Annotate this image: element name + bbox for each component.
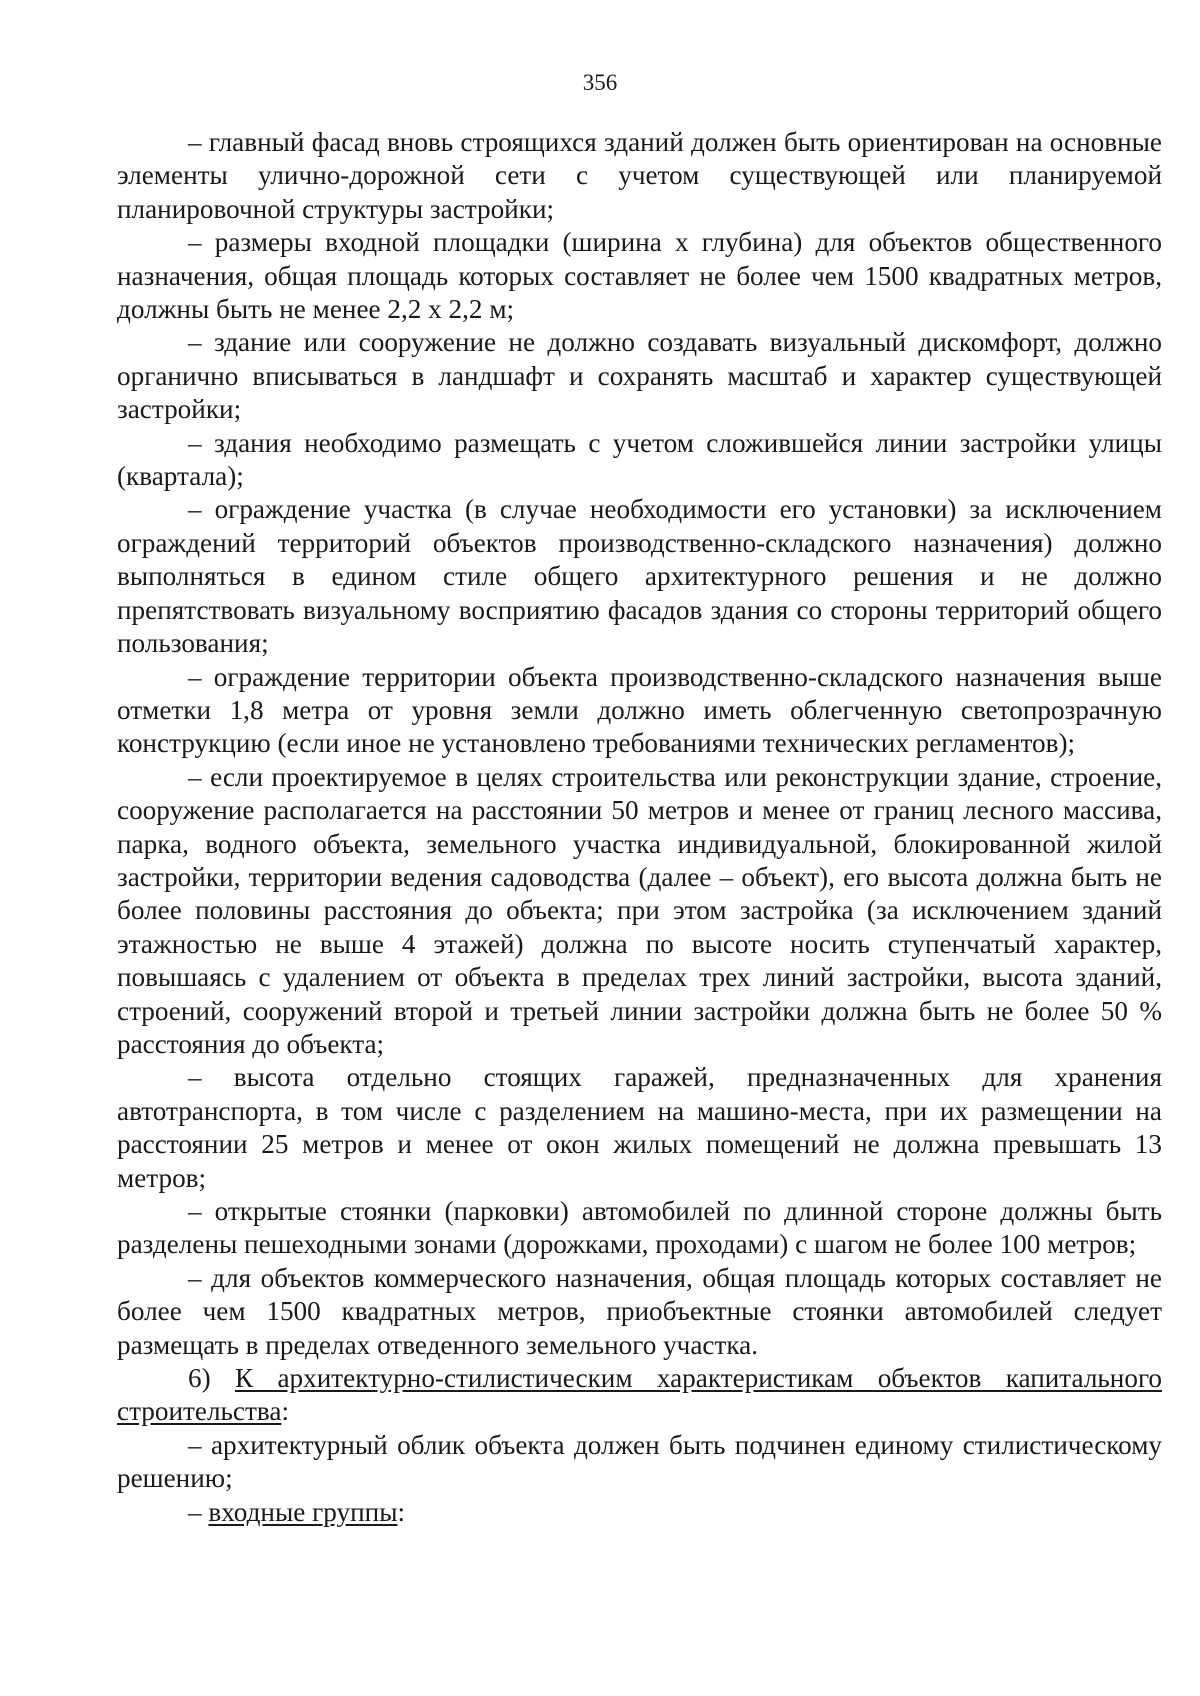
paragraph-visual-comfort: – здание или сооружение не должно создавать визуальный дискомфорт, должно органично вписываться в ландшафт и сохранять масштаб и характер существующей застройки; — [117, 327, 1162, 425]
paragraph-garage-height: – высота отдельно стоящих гаражей, предназначенных для хранения автотранспорта, в том числе с разделением на машино-места, при их размещении на расстоянии 25 метров и менее от окон жилых помещений не должна превышать 13 метров; — [117, 1062, 1162, 1193]
paragraph-site-fencing: – ограждение участка (в случае необходимости его установки) за исключением ограждений территорий объектов производственно-складского назначения) должно выполняться в едином стиле общего архитектурного решения и не должно препятствовать визуальному восприятию фасадов здания со стороны территорий общего пользования; — [117, 494, 1162, 659]
page-number: 356 — [582, 70, 618, 95]
entrance-groups-heading — [117, 1496, 1162, 1529]
paragraph-building-height: – если проектируемое в целях строительства или реконструкции здание, строение, сооружение располагается на расстоянии 50 метров и менее от границ лесного массива, парка, водного объекта, земельного участка индивидуальной, блокированной жилой застройки, территории ведения садоводства (далее – объект), его высота должна быть не более половины расстояния до объекта; при этом застройка (за исключением зданий этажностью не выше 4 этажей) должна по высоте носить ступенчатый характер, повышаясь с удалением от объекта в пределах трех линий застройки, высота зданий, строений, сооружений второй и третьей линии застройки должна быть не более 50 % расстояния до объекта; — [117, 761, 1162, 1059]
paragraph-industrial-fencing: – ограждение территории объекта производственно-складского назначения выше отметки 1,8 метра от уровня земли должно иметь облегченную светопрозрачную конструкцию (если иное не установлено требованиями технических регламентов); — [117, 661, 1162, 759]
paragraph-architectural-style: – архитектурный облик объекта должен быть подчинен единому стилистическому решению; — [117, 1429, 1162, 1494]
entrance-groups-dash: – — [188, 1496, 209, 1527]
section-6-colon: : — [281, 1396, 289, 1427]
paragraph-facade-orientation: – главный фасад вновь строящихся зданий должен быть ориентирован на основные элементы улично-дорожной сети с учетом существующей или планируемой планировочной структуры застройки; — [117, 127, 1162, 224]
section-6-heading — [117, 1362, 1162, 1429]
paragraph-parking-division: – открытые стоянки (парковки) автомобилей по длинной стороне должны быть разделены пешеходными зонами (дорожками, проходами) с шагом не более 100 метров; — [117, 1196, 1162, 1260]
paragraph-commercial-parking: – для объектов коммерческого назначения, общая площадь которых составляет не более чем 1500 квадратных метров, приобъектные стоянки автомобилей следует размещать в пределах отведенного земельного участка. — [117, 1262, 1162, 1360]
entrance-groups-label: входные группы — [208, 1496, 398, 1527]
entrance-groups-colon: : — [397, 1496, 406, 1527]
document-body — [117, 126, 1162, 1529]
section-6-title: К архитектурно-стилистическим характеристикам объектов капитального строительства — [117, 1363, 1163, 1427]
paragraph-entrance-platform-size: – размеры входной площадки (ширина х глубина) для объектов общественного назначения, общая площадь которых составляет не более чем 1500 квадратных метров, должны быть не менее 2,2 х 2,2 м; — [117, 227, 1162, 325]
paragraph-building-line: – здания необходимо размещать с учетом сложившейся линии застройки улицы (квартала); — [117, 427, 1162, 492]
section-6-number: 6) — [188, 1363, 235, 1394]
